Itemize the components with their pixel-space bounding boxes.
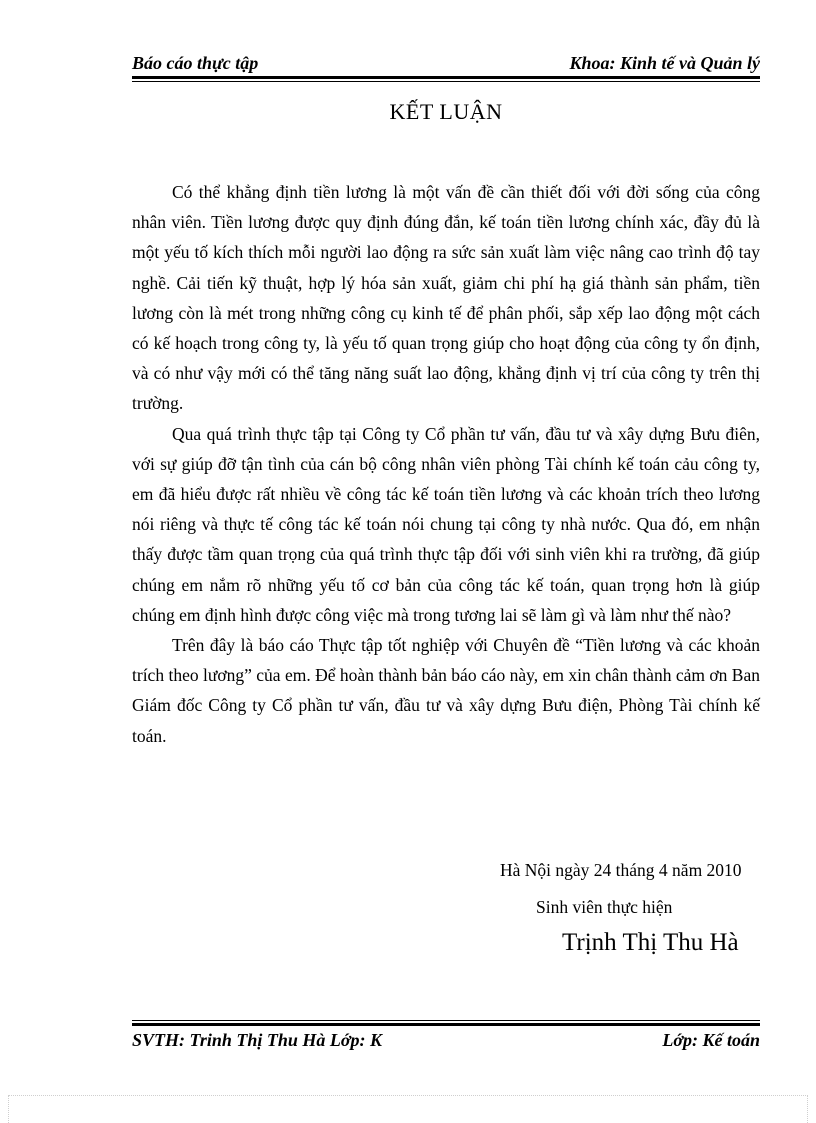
footer-rule-thick <box>132 1023 760 1026</box>
page-border-right <box>807 1095 808 1123</box>
paragraph-2: Qua quá trình thực tập tại Công ty Cổ phần tư vấn, đầu tư và xây dựng Bưu điên, với sự giúp đỡ tận tình của cán bộ công nhân viên phòng Tài chính kế toán cảu công ty, em đã hiểu được rất nhiều về công tác kế toán tiền lương và các khoản trích theo lương nói riêng và thực tế công tác kế toán nói chung tại công ty nhà nước. Qua đó, em nhận thấy được tầm quan trọng của quá trình thực tập đối với sinh viên khi ra trường, đã giúp chúng em nắm rõ những yếu tố cơ bản của công tác kế toán, quan trọng hơn là giúp chúng em định hình được công việc mà trong tương lai sẽ làm gì và làm như thế nào? <box>132 423 760 625</box>
page-border-left <box>8 1095 9 1123</box>
footer-student-label: SVTH: Trinh Thị Thu Hà Lớp: K <box>132 1030 383 1050</box>
page-title: KẾT LUẬN <box>389 99 503 124</box>
footer-class-label: Lớp: Kế toán <box>662 1030 760 1050</box>
header-rule-thin <box>132 81 760 82</box>
footer-rule-thin <box>132 1020 760 1021</box>
page-header <box>132 52 760 76</box>
header-faculty-label: Khoa: Kinh tế và Quản lý <box>569 53 760 73</box>
signoff-date: Hà Nội ngày 24 tháng 4 năm 2010 <box>500 860 742 880</box>
conclusion-body <box>132 177 760 751</box>
paragraph-1: Có thể khẳng định tiền lương là một vấn đề cần thiết đối với đời sống của công nhân viên. Tiền lương được quy định đúng đắn, kế toán tiền lương chính xác, đầy đủ là một yếu tố kích thích mỗi người lao động ra sức sản xuất làm việc nâng cao trình độ tay nghề. Cải tiến kỹ thuật, hợp lý hóa sản xuất, giảm chi phí hạ giá thành sản phẩm, tiền lương còn là mét trong những công cụ kinh tế để phân phối, sắp xếp lao động một cách có kế hoạch trong công ty, là yếu tố quan trọng giúp cho hoạt động của công ty ổn định, và có như vậy mới có thể tăng năng suất lao động, khẳng định vị trí của công ty trên thị trường. <box>132 182 760 414</box>
signoff-name: Trịnh Thị Thu Hà <box>562 929 739 956</box>
header-rule-thick <box>132 76 760 79</box>
page-border-bottom <box>8 1095 808 1096</box>
signoff-role: Sinh viên thực hiện <box>536 897 673 917</box>
paragraph-3: Trên đây là báo cáo Thực tập tốt nghiệp với Chuyên đề “Tiền lương và các khoản trích theo lương” của em. Để hoàn thành bản báo cáo này, em xin chân thành cảm ơn Ban Giám đốc Công ty Cổ phần tư vấn, đầu tư và xây dựng Bưu điện, Phòng Tài chính kế toán. <box>132 635 760 746</box>
header-report-label: Báo cáo thực tập <box>132 53 259 73</box>
page-footer <box>132 1029 760 1051</box>
